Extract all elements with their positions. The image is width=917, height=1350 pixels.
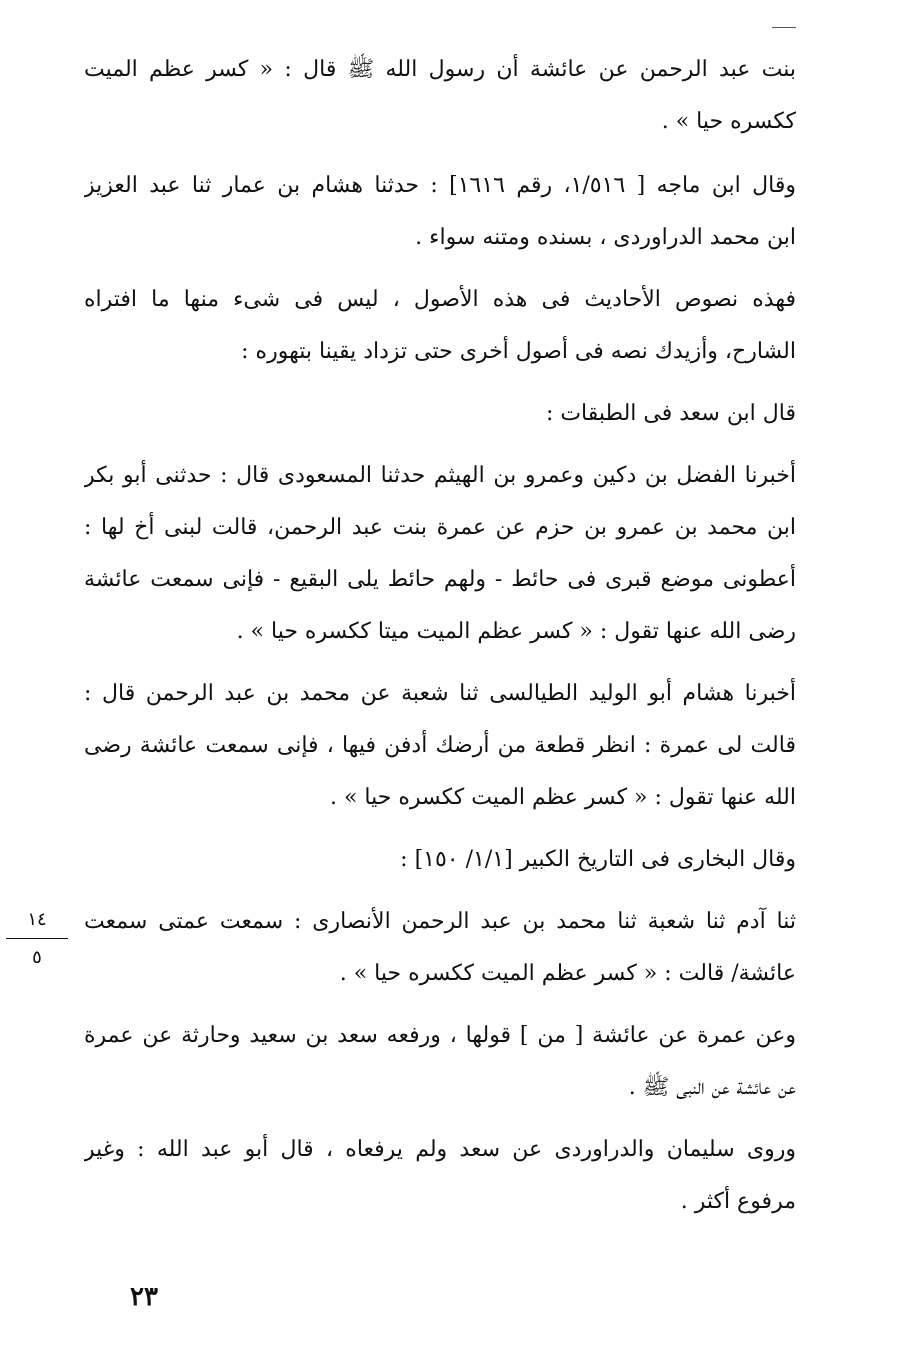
text-line: بنت عبد الرحمن عن عائشة أن رسول الله ﷺ قال : « كسر عظم الميت bbox=[84, 57, 796, 82]
paragraph-5 bbox=[84, 450, 796, 658]
text-line: الله عنها تقول : « كسر عظم الميت ككسره حيا » . bbox=[329, 785, 796, 810]
paragraph-3 bbox=[84, 274, 796, 378]
top-rule bbox=[772, 27, 796, 28]
document-body bbox=[84, 44, 796, 1238]
text-line: أخبرنا الفضل بن دكين وعمرو بن الهيثم حدثنا المسعودى قال : حدثنى أبو بكر bbox=[84, 463, 796, 488]
text-line: مرفوع أكثر . bbox=[680, 1189, 796, 1214]
text-line: وروى سليمان والدراوردى عن سعد ولم يرفعاه ، قال أبو عبد الله : وغير bbox=[84, 1137, 796, 1162]
margin-divider bbox=[6, 938, 68, 939]
paragraph-4 bbox=[84, 388, 796, 440]
margin-page-reference bbox=[6, 902, 68, 971]
paragraph-10 bbox=[84, 1124, 796, 1228]
text-line: قال ابن سعد فى الطبقات : bbox=[545, 401, 796, 426]
paragraph-9 bbox=[84, 1010, 796, 1114]
margin-page-reference-bottom: ٥ bbox=[32, 947, 42, 968]
paragraph-7 bbox=[84, 834, 796, 886]
page-number: ٢٣ bbox=[130, 1282, 158, 1312]
text-line: عن عائشة عن النبى ﷺ . bbox=[628, 1075, 796, 1100]
text-line: عائشة/ قالت : « كسر عظم الميت ككسره حيا » . bbox=[339, 961, 796, 986]
text-line: قالت لى عمرة : انظر قطعة من أرضك أدفن فيها ، فإنى سمعت عائشة رضى bbox=[84, 733, 796, 758]
margin-page-reference-top: ١٤ bbox=[27, 909, 47, 930]
paragraph-1 bbox=[84, 44, 796, 148]
text-line: ابن محمد بن عمرو بن حزم عن عمرة بنت عبد الرحمن، قالت لبنى أخ لها : bbox=[84, 515, 796, 540]
paragraph-8 bbox=[84, 896, 796, 1000]
text-line: ككسره حيا » . bbox=[661, 109, 796, 134]
paragraph-6 bbox=[84, 668, 796, 824]
text-line: وعن عمرة عن عائشة [ من ] قولها ، ورفعه سعد بن سعيد وحارثة عن عمرة bbox=[84, 1023, 796, 1048]
text-line: أعطونى موضع قبرى فى حائط - ولهم حائط يلى البقيع - فإنى سمعت عائشة bbox=[84, 567, 796, 592]
paragraph-2 bbox=[84, 160, 796, 264]
text-line: ابن محمد الدراوردى ، بسنده ومتنه سواء . bbox=[415, 225, 796, 250]
text-line: فهذه نصوص الأحاديث فى هذه الأصول ، ليس فى شىء منها ما افتراه bbox=[84, 287, 796, 312]
text-line: ثنا آدم ثنا شعبة ثنا محمد بن عبد الرحمن الأنصارى : سمعت عمتى سمعت bbox=[84, 909, 796, 934]
text-line: الشارح، وأزيدك نصه فى أصول أخرى حتى تزداد يقينا بتهوره : bbox=[241, 339, 796, 364]
text-line: رضى الله عنها تقول : « كسر عظم الميت ميتا ككسره حيا » . bbox=[236, 619, 796, 644]
text-line: وقال ابن ماجه [ ١/٥١٦، رقم ١٦١٦] : حدثنا هشام بن عمار ثنا عبد العزيز bbox=[84, 173, 796, 198]
text-line: وقال البخارى فى التاريخ الكبير [١/١/ ١٥٠] : bbox=[400, 847, 796, 872]
text-line: أخبرنا هشام أبو الوليد الطيالسى ثنا شعبة عن محمد بن عبد الرحمن قال : bbox=[84, 681, 796, 706]
